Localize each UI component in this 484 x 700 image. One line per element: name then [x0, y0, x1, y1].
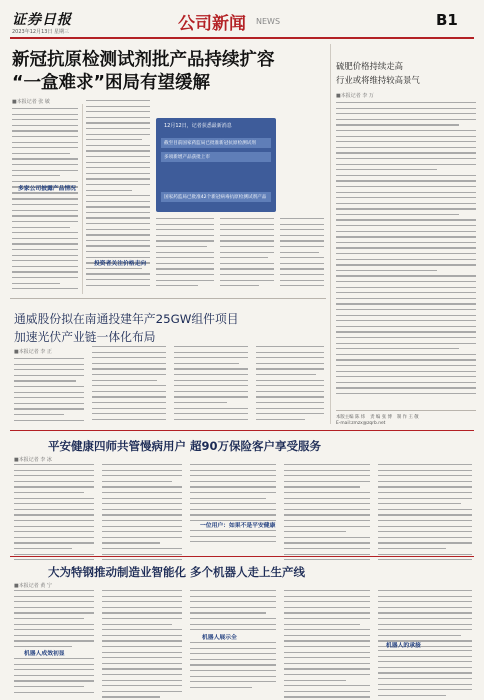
story1-text-col4 [220, 218, 274, 286]
infobox-line: 国家药监局已批准42个新冠病毒抗原检测试剂产品 [161, 192, 271, 202]
story4-text-col5 [378, 590, 472, 647]
story-tongwei [10, 300, 326, 428]
story4-subhead2: 机器人展示全 [202, 635, 237, 641]
editor-credits [336, 414, 476, 420]
story-right-text [336, 102, 476, 394]
story3-text-col4 [284, 464, 370, 560]
story-sulfur-fertilizer [336, 44, 476, 428]
story2-text-col1 [14, 358, 84, 421]
story4-text-col3b [190, 642, 276, 688]
editor-credit: 责 编 张 博 [370, 415, 392, 420]
paper-logo: 证券日报 [12, 12, 72, 28]
story4-subhead1: 机器人成效初显 [24, 651, 65, 657]
story4-text-col5b [378, 650, 472, 696]
editor-credit: 制 作 王 敬 [396, 415, 419, 420]
story4-byline: ■本报记者 黄 宁 [14, 583, 52, 589]
story1-byline: ■本报记者 张 敏 [12, 99, 50, 105]
story3-byline: ■本报记者 李 冰 [14, 457, 52, 463]
divider [82, 104, 83, 294]
infobox-date: 12月12日，记者获悉最新消息 [164, 123, 232, 129]
story1-headline-line1: 新冠抗原检测试剂批产品持续扩容 [12, 50, 275, 70]
story-right-byline: ■本报记者 李 万 [336, 93, 374, 99]
divider [330, 44, 331, 424]
section-rule [10, 430, 474, 431]
story4-subhead3: 机器人的承接 [386, 643, 421, 649]
editor-credit: 本版主编 陈 炜 [336, 415, 366, 420]
story4-text-col1b [14, 658, 94, 693]
story1-infobox [156, 118, 276, 212]
story4-text-col4 [284, 590, 370, 698]
story-pingan-health [10, 432, 474, 552]
story2-headline-line1: 通威股份拟在南通投建年产25GW组件项目 [14, 312, 239, 326]
story-right-footer-rule [336, 410, 476, 411]
story2-text-col4 [256, 346, 324, 420]
story1-text-col5 [280, 218, 324, 286]
story-dawei-steel [10, 558, 474, 698]
story3-subhead: 一位用户：如果不是平安健康 [200, 523, 276, 529]
editor-email: E-mail:zmzx@zqrb.net [336, 421, 386, 426]
story3-text-col3b [190, 530, 276, 542]
story2-text-col3 [174, 346, 248, 420]
story4-headline: 大为特钢推动制造业智能化 多个机器人走上生产线 [48, 565, 306, 579]
story-right-headline-line2: 行业或将维持较高景气 [336, 75, 420, 85]
story1-subhead1: 多家公司披露产品情况 [18, 186, 76, 192]
page-number: B1 [436, 11, 458, 29]
story4-text-col2 [102, 590, 182, 698]
story3-headline: 平安健康四师共管慢病用户 超90万保险客户享受服务 [48, 439, 322, 453]
story2-headline-line2: 加速光伏产业链一体化布局 [14, 330, 156, 344]
section-en: NEWS [256, 17, 281, 26]
story3-text-col5 [378, 464, 472, 560]
story3-text-col3 [190, 464, 276, 521]
section-rule [10, 556, 474, 557]
masthead-rule [10, 37, 474, 39]
story1-subhead2: 投资者关注价格走向 [94, 261, 147, 267]
story3-text-col1 [14, 464, 94, 560]
story2-text-col2 [92, 346, 166, 420]
story1-headline-line2: “一盒难求”困局有望缓解 [12, 73, 211, 93]
issue-date: 2023年12月13日 星期三 [12, 29, 70, 35]
story3-text-col2 [102, 464, 182, 560]
story1-text-col1b [12, 193, 78, 289]
story-antigen [10, 42, 326, 296]
section-title: 公司新闻 [178, 14, 246, 34]
story4-text-col1 [14, 590, 94, 647]
masthead [0, 0, 484, 40]
infobox-line: 多项新增产品获批上市 [161, 152, 271, 162]
story-right-headline-line1: 硫肥价格持续走高 [336, 61, 403, 71]
story4-text-col3 [190, 590, 276, 630]
story2-byline: ■本报记者 李 正 [14, 349, 52, 355]
infobox-line: 截至目前国家药监局已批准新冠抗原检测试剂 [161, 138, 271, 148]
story1-text-col3 [156, 218, 214, 286]
section-rule [10, 298, 326, 299]
